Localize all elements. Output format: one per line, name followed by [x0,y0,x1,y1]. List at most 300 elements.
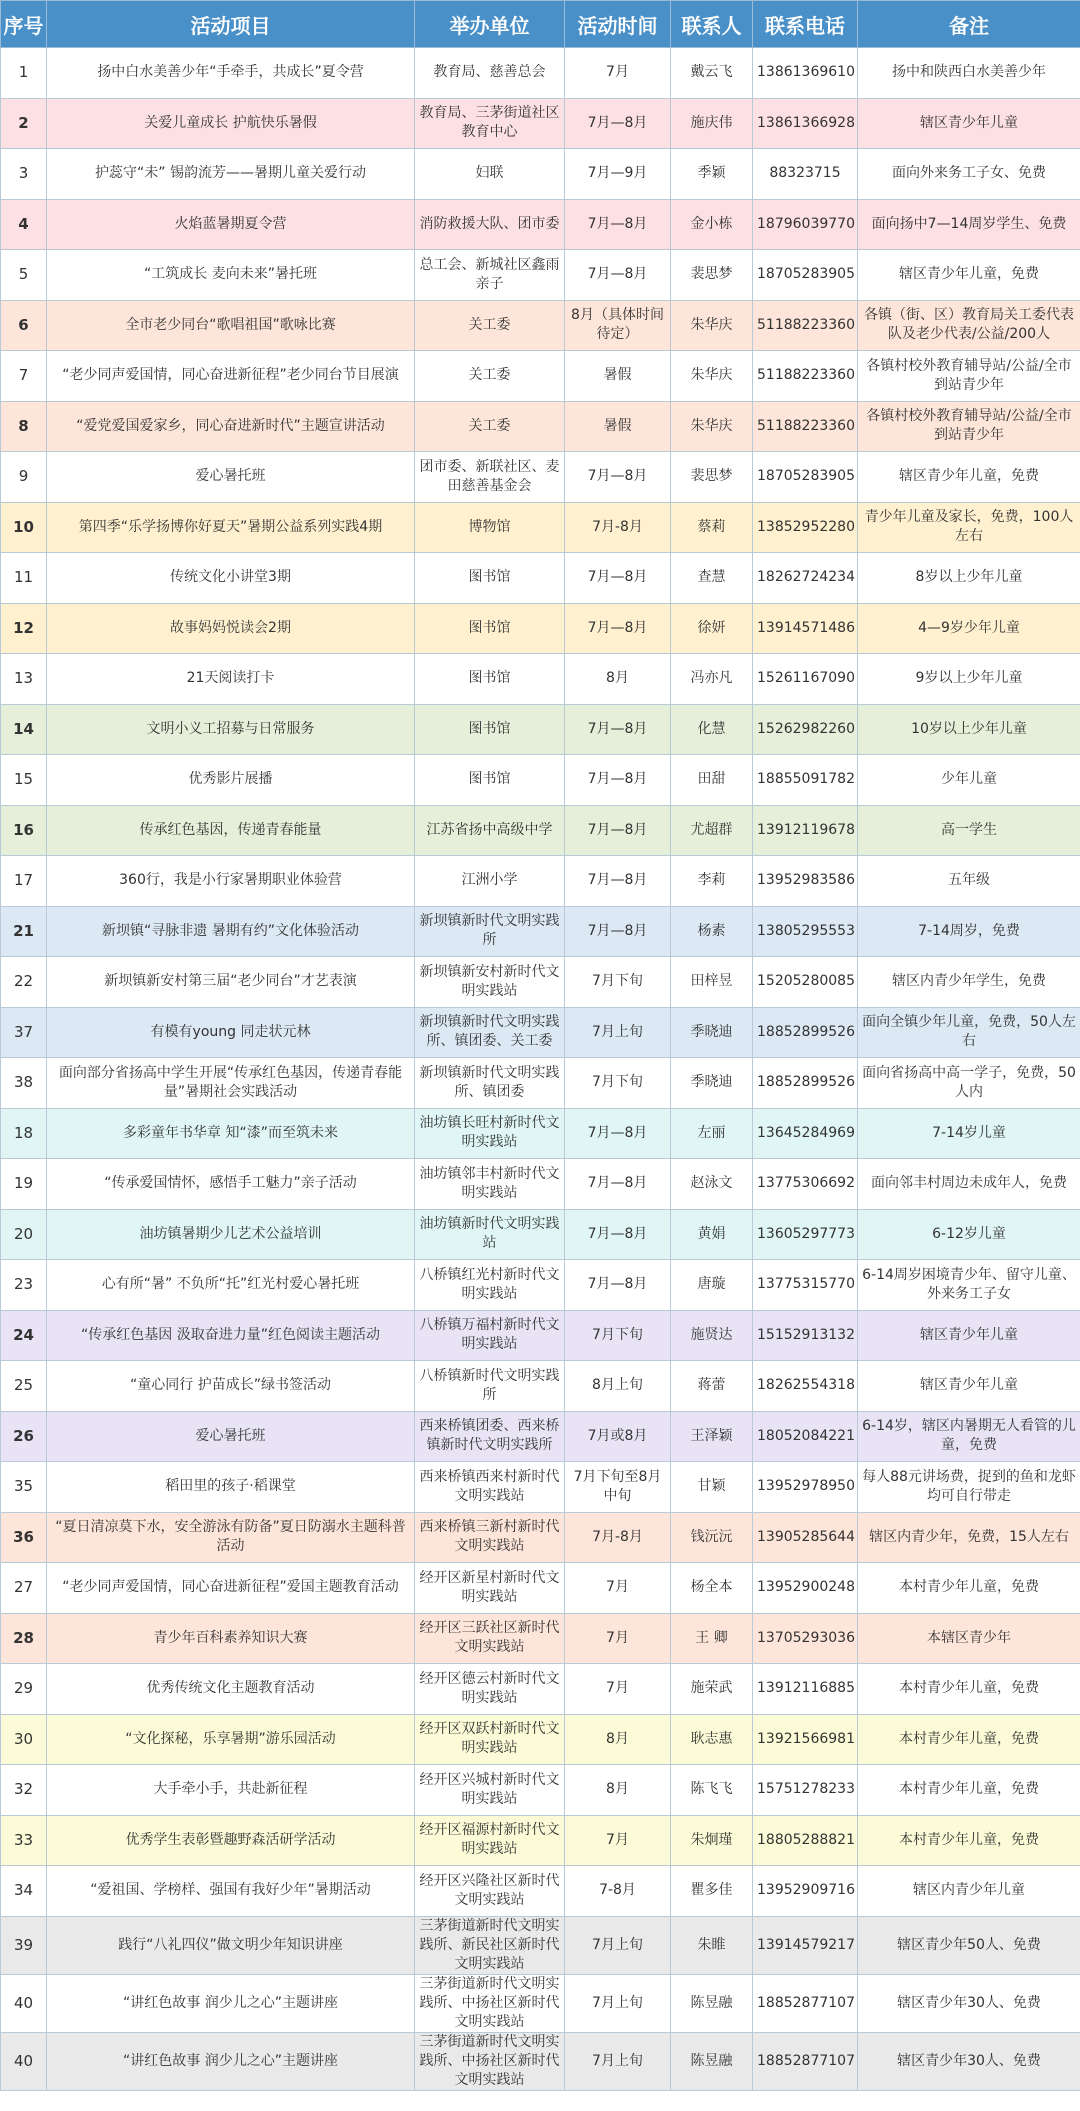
cell-no: 36 [1,1512,47,1563]
cell-note: 面向全镇少年儿童，免费，50人左右 [858,1007,1080,1058]
cell-no: 32 [1,1765,47,1816]
cell-phone: 13914571486 [753,603,858,654]
cell-project: 文明小义工招募与日常服务 [47,704,415,755]
table-row [1,856,1080,907]
cell-time: 8月 [565,1714,671,1765]
cell-contact: 陈昱融 [671,2032,753,2090]
cell-project: 油坊镇暑期少儿艺术公益培训 [47,1209,415,1260]
cell-project: “夏日清凉莫下水，安全游泳有防备”夏日防溺水主题科普活动 [47,1512,415,1563]
cell-no: 40 [1,2032,47,2090]
cell-no: 26 [1,1411,47,1462]
table-row [1,1310,1080,1361]
cell-note: 6-14岁，辖区内暑期无人看管的儿童，免费 [858,1411,1080,1462]
cell-no: 21 [1,906,47,957]
cell-contact: 蒋蕾 [671,1361,753,1412]
cell-note: 辖区青少年儿童 [858,1361,1080,1412]
cell-contact: 陈昱融 [671,1974,753,2032]
cell-no: 15 [1,755,47,806]
cell-phone: 18852877107 [753,1974,858,2032]
cell-contact: 化慧 [671,704,753,755]
table-row [1,755,1080,806]
cell-project: 护蕊守“未” 锡韵流芳——暑期儿童关爱行动 [47,149,415,200]
cell-note: 面向邻丰村周边未成年人，免费 [858,1159,1080,1210]
cell-no: 20 [1,1209,47,1260]
cell-phone: 13952978950 [753,1462,858,1513]
cell-no: 2 [1,98,47,149]
table-row [1,199,1080,250]
cell-org: 八桥镇新时代文明实践所 [415,1361,565,1412]
cell-contact: 朱华庆 [671,351,753,402]
cell-project: 故事妈妈悦读会2期 [47,603,415,654]
cell-note: 面向省扬高中高一学子，免费，50人内 [858,1058,1080,1109]
cell-note: 少年儿童 [858,755,1080,806]
cell-no: 6 [1,300,47,351]
cell-project: 优秀影片展播 [47,755,415,806]
table-row [1,805,1080,856]
header-project: 活动项目 [47,1,415,48]
cell-phone: 13861369610 [753,48,858,99]
cell-project: “爱祖国、学榜样、强国有我好少年”暑期活动 [47,1866,415,1917]
table-row [1,704,1080,755]
cell-phone: 18852899526 [753,1058,858,1109]
cell-org: 油坊镇长旺村新时代文明实践站 [415,1108,565,1159]
cell-org: 妇联 [415,149,565,200]
table-row [1,502,1080,553]
cell-note: 9岁以上少年儿童 [858,654,1080,705]
cell-project: “讲红色故事 润少儿之心”主题讲座 [47,1974,415,2032]
cell-note: 各镇（街、区）教育局关工委代表队及老少代表/公益/200人 [858,300,1080,351]
cell-org: 经开区新星村新时代文明实践站 [415,1563,565,1614]
cell-org: 关工委 [415,300,565,351]
cell-time: 7月上旬 [565,1007,671,1058]
cell-phone: 13952983586 [753,856,858,907]
cell-note: 面向扬中7—14周岁学生、免费 [858,199,1080,250]
cell-no: 29 [1,1664,47,1715]
cell-time: 7月上旬 [565,2032,671,2090]
cell-contact: 瞿多佳 [671,1866,753,1917]
cell-org: 三茅街道新时代文明实践所、中扬社区新时代文明实践站 [415,1974,565,2032]
cell-time: 7月—8月 [565,1260,671,1311]
cell-contact: 陈飞飞 [671,1765,753,1816]
cell-note: 辖区青少年30人、免费 [858,1974,1080,2032]
table-row [1,1411,1080,1462]
cell-contact: 季晓迪 [671,1007,753,1058]
cell-phone: 13852952280 [753,502,858,553]
cell-org: 总工会、新城社区鑫雨亲子 [415,250,565,301]
cell-time: 7月—8月 [565,553,671,604]
cell-time: 7月—8月 [565,250,671,301]
cell-contact: 黄娟 [671,1209,753,1260]
cell-phone: 15205280085 [753,957,858,1008]
cell-project: 360行，我是小行家暑期职业体验营 [47,856,415,907]
cell-contact: 季颖 [671,149,753,200]
cell-phone: 51188223360 [753,401,858,452]
cell-project: “爱党爱国爱家乡，同心奋进新时代”主题宣讲活动 [47,401,415,452]
cell-note: 8岁以上少年儿童 [858,553,1080,604]
cell-time: 7月 [565,1815,671,1866]
cell-org: 消防救援大队、团市委 [415,199,565,250]
cell-contact: 唐璇 [671,1260,753,1311]
cell-org: 经开区兴隆社区新时代文明实践站 [415,1866,565,1917]
cell-phone: 13861366928 [753,98,858,149]
cell-time: 7月—8月 [565,704,671,755]
cell-phone: 18262554318 [753,1361,858,1412]
cell-time: 7月下旬 [565,957,671,1008]
cell-project: 有模有young 同走状元林 [47,1007,415,1058]
cell-time: 7月—8月 [565,755,671,806]
cell-note: 本辖区青少年 [858,1613,1080,1664]
cell-contact: 查慧 [671,553,753,604]
cell-project: 面向部分省扬高中学生开展“传承红色基因，传递青春能量”暑期社会实践活动 [47,1058,415,1109]
header-phone: 联系电话 [753,1,858,48]
cell-org: 油坊镇邻丰村新时代文明实践站 [415,1159,565,1210]
cell-time: 7月下旬至8月中旬 [565,1462,671,1513]
cell-project: “童心同行 护苗成长”绿书签活动 [47,1361,415,1412]
cell-no: 39 [1,1916,47,1974]
cell-phone: 88323715 [753,149,858,200]
cell-no: 1 [1,48,47,99]
cell-project: “老少同声爱国情，同心奋进新征程”爱国主题教育活动 [47,1563,415,1614]
header-org: 举办单位 [415,1,565,48]
cell-time: 7月—8月 [565,856,671,907]
cell-contact: 王泽颖 [671,1411,753,1462]
cell-project: 爱心暑托班 [47,1411,415,1462]
cell-note: 本村青少年儿童，免费 [858,1714,1080,1765]
table-row [1,48,1080,99]
cell-time: 7月下旬 [565,1058,671,1109]
cell-note: 辖区青少年儿童，免费 [858,250,1080,301]
cell-phone: 13775315770 [753,1260,858,1311]
cell-contact: 戴云飞 [671,48,753,99]
cell-org: 三茅街道新时代文明实践所、中扬社区新时代文明实践站 [415,2032,565,2090]
table-row [1,906,1080,957]
cell-time: 暑假 [565,401,671,452]
cell-org: 江苏省扬中高级中学 [415,805,565,856]
cell-no: 30 [1,1714,47,1765]
cell-phone: 13952909716 [753,1866,858,1917]
cell-org: 江洲小学 [415,856,565,907]
cell-no: 14 [1,704,47,755]
cell-contact: 冯亦凡 [671,654,753,705]
cell-org: 新坝镇新安村新时代文明实践站 [415,957,565,1008]
table-row [1,1260,1080,1311]
cell-time: 7月-8月 [565,502,671,553]
cell-org: 关工委 [415,401,565,452]
cell-phone: 15262982260 [753,704,858,755]
cell-project: “传承红色基因 汲取奋进力量”红色阅读主题活动 [47,1310,415,1361]
cell-time: 7月或8月 [565,1411,671,1462]
table-row [1,1159,1080,1210]
table-row [1,250,1080,301]
header-row [1,1,1080,48]
table-row [1,1108,1080,1159]
cell-no: 22 [1,957,47,1008]
cell-contact: 季晓迪 [671,1058,753,1109]
cell-contact: 尤超群 [671,805,753,856]
table-row [1,1512,1080,1563]
cell-phone: 13952900248 [753,1563,858,1614]
cell-project: 第四季“乐学扬博你好夏天”暑期公益系列实践4期 [47,502,415,553]
cell-project: 全市老少同台“歌唱祖国”歌咏比赛 [47,300,415,351]
cell-phone: 15152913132 [753,1310,858,1361]
cell-phone: 13805295553 [753,906,858,957]
cell-time: 暑假 [565,351,671,402]
cell-no: 13 [1,654,47,705]
cell-org: 教育局、三茅街道社区教育中心 [415,98,565,149]
table-row [1,603,1080,654]
cell-phone: 13605297773 [753,1209,858,1260]
cell-note: 高一学生 [858,805,1080,856]
cell-time: 8月 [565,654,671,705]
cell-org: 新坝镇新时代文明实践所、镇团委 [415,1058,565,1109]
cell-contact: 左丽 [671,1108,753,1159]
cell-contact: 杨素 [671,906,753,957]
cell-phone: 18855091782 [753,755,858,806]
cell-note: 7-14岁儿童 [858,1108,1080,1159]
cell-org: 博物馆 [415,502,565,553]
cell-contact: 耿志惠 [671,1714,753,1765]
cell-note: 辖区内青少年，免费，15人左右 [858,1512,1080,1563]
cell-time: 8月 [565,1765,671,1816]
table-row [1,553,1080,604]
cell-project: “传承爱国情怀，感悟手工魅力”亲子活动 [47,1159,415,1210]
cell-org: 图书馆 [415,755,565,806]
cell-note: 本村青少年儿童，免费 [858,1765,1080,1816]
cell-contact: 徐妍 [671,603,753,654]
cell-project: 新坝镇新安村第三届“老少同台”才艺表演 [47,957,415,1008]
cell-note: 辖区青少年儿童 [858,98,1080,149]
cell-phone: 13705293036 [753,1613,858,1664]
cell-contact: 王 卿 [671,1613,753,1664]
cell-org: 八桥镇红光村新时代文明实践站 [415,1260,565,1311]
cell-no: 16 [1,805,47,856]
cell-org: 图书馆 [415,704,565,755]
cell-project: 践行“八礼四仪”做文明少年知识讲座 [47,1916,415,1974]
cell-contact: 蔡莉 [671,502,753,553]
table-row [1,1007,1080,1058]
cell-phone: 18852899526 [753,1007,858,1058]
cell-phone: 18852877107 [753,2032,858,2090]
cell-org: 经开区双跃村新时代文明实践站 [415,1714,565,1765]
table-body [1,48,1080,2091]
cell-org: 西来桥镇西来村新时代文明实践站 [415,1462,565,1513]
table-row [1,1664,1080,1715]
cell-note: 本村青少年儿童，免费 [858,1664,1080,1715]
cell-time: 7月—8月 [565,452,671,503]
cell-time: 7月—8月 [565,1108,671,1159]
cell-time: 7月 [565,1563,671,1614]
cell-org: 关工委 [415,351,565,402]
cell-phone: 51188223360 [753,300,858,351]
cell-contact: 赵泳文 [671,1159,753,1210]
cell-no: 5 [1,250,47,301]
cell-no: 3 [1,149,47,200]
cell-phone: 18262724234 [753,553,858,604]
cell-contact: 施荣武 [671,1664,753,1715]
table-row [1,1714,1080,1765]
table-row [1,1974,1080,2032]
cell-time: 7月 [565,48,671,99]
cell-note: 辖区青少年30人、免费 [858,2032,1080,2090]
cell-no: 19 [1,1159,47,1210]
cell-org: 三茅街道新时代文明实践所、新民社区新时代文明实践站 [415,1916,565,1974]
cell-no: 7 [1,351,47,402]
cell-org: 图书馆 [415,654,565,705]
cell-time: 7-8月 [565,1866,671,1917]
cell-phone: 18805288821 [753,1815,858,1866]
cell-note: 本村青少年儿童，免费 [858,1563,1080,1614]
cell-org: 经开区福源村新时代文明实践站 [415,1815,565,1866]
table-row [1,957,1080,1008]
cell-time: 7月—8月 [565,1209,671,1260]
cell-phone: 13775306692 [753,1159,858,1210]
cell-no: 17 [1,856,47,907]
cell-note: 辖区内青少年学生，免费 [858,957,1080,1008]
cell-no: 28 [1,1613,47,1664]
table-row [1,1866,1080,1917]
cell-time: 7月上旬 [565,1974,671,2032]
cell-project: 优秀学生表彰暨趣野森活研学活动 [47,1815,415,1866]
cell-no: 40 [1,1974,47,2032]
cell-note: 各镇村校外教育辅导站/公益/全市到站青少年 [858,401,1080,452]
cell-note: 4—9岁少年儿童 [858,603,1080,654]
cell-project: “文化探秘，乐享暑期”游乐园活动 [47,1714,415,1765]
cell-org: 教育局、慈善总会 [415,48,565,99]
cell-note: 10岁以上少年儿童 [858,704,1080,755]
cell-no: 24 [1,1310,47,1361]
cell-contact: 杨全本 [671,1563,753,1614]
table-row [1,2032,1080,2090]
table-row [1,300,1080,351]
cell-contact: 朱华庆 [671,300,753,351]
cell-note: 辖区内青少年儿童 [858,1866,1080,1917]
cell-time: 8月上旬 [565,1361,671,1412]
table-row [1,401,1080,452]
cell-no: 23 [1,1260,47,1311]
cell-note: 辖区青少年儿童，免费 [858,452,1080,503]
cell-no: 37 [1,1007,47,1058]
cell-project: “老少同声爱国情，同心奋进新征程”老少同台节目展演 [47,351,415,402]
cell-no: 18 [1,1108,47,1159]
cell-org: 图书馆 [415,603,565,654]
table-row [1,1563,1080,1614]
table-row [1,1613,1080,1664]
cell-contact: 裴思梦 [671,452,753,503]
cell-phone: 13905285644 [753,1512,858,1563]
cell-time: 7月—8月 [565,603,671,654]
cell-org: 新坝镇新时代文明实践所、镇团委、关工委 [415,1007,565,1058]
cell-phone: 18705283905 [753,250,858,301]
cell-no: 34 [1,1866,47,1917]
cell-project: 火焰蓝暑期夏令营 [47,199,415,250]
cell-time: 7月—8月 [565,98,671,149]
cell-project: 爱心暑托班 [47,452,415,503]
cell-org: 经开区兴城村新时代文明实践站 [415,1765,565,1816]
cell-time: 7月—8月 [565,199,671,250]
table-row [1,1765,1080,1816]
cell-no: 11 [1,553,47,604]
cell-project: 传承红色基因，传递青春能量 [47,805,415,856]
header-contact: 联系人 [671,1,753,48]
cell-note: 扬中和陕西白水美善少年 [858,48,1080,99]
cell-contact: 田梓昱 [671,957,753,1008]
cell-contact: 甘颖 [671,1462,753,1513]
cell-no: 27 [1,1563,47,1614]
cell-phone: 18705283905 [753,452,858,503]
cell-no: 25 [1,1361,47,1412]
cell-phone: 51188223360 [753,351,858,402]
table-row [1,1361,1080,1412]
cell-phone: 15261167090 [753,654,858,705]
cell-project: 传统文化小讲堂3期 [47,553,415,604]
cell-time: 8月（具体时间待定） [565,300,671,351]
cell-org: 油坊镇新时代文明实践站 [415,1209,565,1260]
cell-note: 辖区青少年50人、免费 [858,1916,1080,1974]
cell-project: 新坝镇“寻脉非遗 暑期有约”文化体验活动 [47,906,415,957]
table-row [1,98,1080,149]
cell-note: 五年级 [858,856,1080,907]
cell-note: 本村青少年儿童，免费 [858,1815,1080,1866]
cell-org: 图书馆 [415,553,565,604]
cell-note: 6-14周岁困境青少年、留守儿童、外来务工子女 [858,1260,1080,1311]
cell-time: 7月 [565,1664,671,1715]
cell-time: 7月下旬 [565,1310,671,1361]
cell-note: 辖区青少年儿童 [858,1310,1080,1361]
table-header [1,1,1080,48]
cell-phone: 13914579217 [753,1916,858,1974]
cell-time: 7月—8月 [565,906,671,957]
cell-contact: 施贤达 [671,1310,753,1361]
header-time: 活动时间 [565,1,671,48]
cell-project: 大手牵小手，共赴新征程 [47,1765,415,1816]
cell-contact: 朱炯瑾 [671,1815,753,1866]
cell-contact: 裴思梦 [671,250,753,301]
cell-project: 扬中白水美善少年“手牵手，共成长”夏令营 [47,48,415,99]
cell-contact: 朱华庆 [671,401,753,452]
cell-org: 团市委、新联社区、麦田慈善基金会 [415,452,565,503]
cell-project: 稻田里的孩子·稻课堂 [47,1462,415,1513]
cell-no: 12 [1,603,47,654]
cell-org: 西来桥镇团委、西来桥镇新时代文明实践所 [415,1411,565,1462]
cell-phone: 18052084221 [753,1411,858,1462]
table-row [1,1058,1080,1109]
cell-org: 经开区三跃社区新时代文明实践站 [415,1613,565,1664]
cell-contact: 李莉 [671,856,753,907]
cell-no: 35 [1,1462,47,1513]
cell-contact: 朱睢 [671,1916,753,1974]
cell-note: 面向外来务工子女、免费 [858,149,1080,200]
cell-no: 8 [1,401,47,452]
table-row [1,1209,1080,1260]
cell-org: 西来桥镇三新村新时代文明实践站 [415,1512,565,1563]
cell-time: 7月-8月 [565,1512,671,1563]
cell-no: 38 [1,1058,47,1109]
cell-phone: 13645284969 [753,1108,858,1159]
cell-project: 关爱儿童成长 护航快乐暑假 [47,98,415,149]
cell-note: 6-12岁儿童 [858,1209,1080,1260]
cell-time: 7月—8月 [565,1159,671,1210]
cell-project: 优秀传统文化主题教育活动 [47,1664,415,1715]
cell-contact: 金小栋 [671,199,753,250]
cell-org: 新坝镇新时代文明实践所 [415,906,565,957]
cell-time: 7月 [565,1613,671,1664]
table-row [1,654,1080,705]
cell-time: 7月—8月 [565,805,671,856]
cell-no: 33 [1,1815,47,1866]
table-row [1,351,1080,402]
cell-project: “工筑成长 麦向未来”暑托班 [47,250,415,301]
cell-project: “讲红色故事 润少儿之心”主题讲座 [47,2032,415,2090]
